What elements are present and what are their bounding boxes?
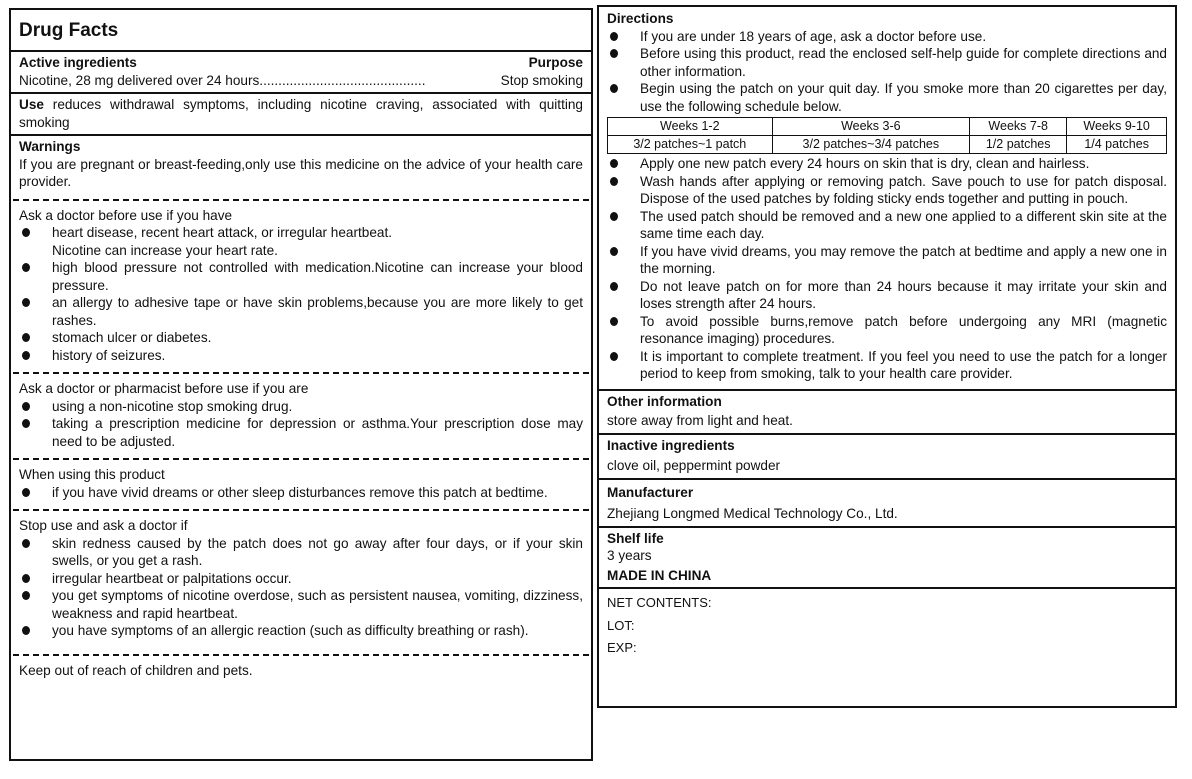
other-information-heading: Other information	[607, 393, 722, 409]
bullet-icon	[610, 84, 618, 93]
list-item	[19, 622, 583, 640]
list-item	[19, 484, 583, 502]
bullet-icon	[22, 626, 30, 635]
bullet-icon	[610, 32, 618, 41]
list-item-text: taking a prescription medicine for depression or asthma.Your prescription dose may need to be adjusted.	[52, 416, 583, 449]
bullet-icon	[22, 539, 30, 548]
ask-pharmacist-heading: Ask a doctor or pharmacist before use if you are	[19, 381, 309, 396]
drug-facts-right-panel	[597, 5, 1177, 708]
list-item	[19, 329, 583, 347]
manufacturer-section	[599, 480, 1175, 528]
ask-doctor-heading: Ask a doctor before use if you have	[19, 207, 233, 223]
schedule-header-cell: Weeks 9-10	[1067, 118, 1167, 136]
bullet-icon	[22, 574, 30, 583]
active-ingredient: Nicotine, 28 mg delivered over 24 hours	[19, 72, 260, 88]
list-item	[607, 348, 1167, 383]
dashed-divider	[13, 199, 589, 201]
bullet-icon	[22, 298, 30, 307]
bullet-icon	[22, 419, 30, 428]
schedule-value-cell: 1/2 patches	[970, 136, 1067, 154]
keep-out-text: Keep out of reach of children and pets.	[19, 662, 253, 678]
list-item	[19, 294, 583, 329]
bullet-icon	[22, 591, 30, 600]
bullet-icon	[22, 228, 30, 237]
list-item-text: history of seizures.	[52, 347, 166, 363]
warnings-section	[11, 136, 591, 688]
dashed-divider	[13, 509, 589, 511]
dashed-divider	[13, 458, 589, 460]
list-item-text: heart disease, recent heart attack, or irregular heartbeat. Nicotine can increase your heart rate.	[52, 225, 393, 258]
when-using-heading: When using this product	[19, 467, 165, 482]
list-item-text: high blood pressure not controlled with medication.Nicotine can increase your blood pressure.	[52, 260, 583, 293]
list-item-text: an allergy to adhesive tape or have skin problems,because you are more likely to get rashes.	[52, 295, 583, 328]
manufacturer-heading: Manufacturer	[607, 484, 694, 500]
schedule-header-cell: Weeks 1-2	[608, 118, 773, 136]
schedule-value-cell: 3/2 patches~3/4 patches	[772, 136, 970, 154]
list-item-text: stomach ulcer or diabetes.	[52, 330, 212, 345]
list-item-text: Wash hands after applying or removing patch. Save pouch to use for patch disposal. Dispose of the used patches by folding sticky ends together and putting in pouch.	[640, 173, 1167, 206]
list-item	[19, 224, 583, 259]
bullet-icon	[610, 177, 618, 186]
list-item	[607, 243, 1167, 278]
manufacturer-text: Zhejiang Longmed Medical Technology Co., Ltd.	[607, 506, 898, 521]
inactive-ingredients-heading: Inactive ingredients	[607, 437, 735, 453]
list-item	[607, 173, 1167, 208]
list-item-text: Apply one new patch every 24 hours on skin that is dry, clean and hairless.	[640, 156, 1090, 171]
schedule-header-row	[608, 118, 1167, 136]
list-item	[607, 28, 1167, 46]
list-item-text: If you are under 18 years of age, ask a doctor before use.	[640, 28, 987, 44]
bullet-icon	[22, 402, 30, 411]
list-item	[607, 45, 1167, 80]
list-item	[607, 155, 1167, 173]
list-item	[19, 570, 583, 588]
ask-doctor-list	[19, 224, 583, 364]
dot-leader: ............................................	[259, 72, 426, 88]
list-item-text: skin redness caused by the patch does not go away after four days, or if your skin swells, or you get a rash.	[52, 535, 583, 568]
ask-pharmacist-list	[19, 398, 583, 451]
list-item	[607, 80, 1167, 115]
list-item-text: It is important to complete treatment. If you feel you need to use the patch for a longer period to keep from smoking, talk to your health care provider.	[640, 348, 1167, 381]
bullet-icon	[610, 247, 618, 256]
package-info-section	[599, 589, 1175, 665]
bullet-icon	[610, 212, 618, 221]
list-item-text: Begin using the patch on your quit day. If you smoke more than 20 cigarettes per day, use the following schedule below.	[640, 81, 1167, 114]
active-ingredients-section	[11, 52, 591, 94]
stop-use-heading: Stop use and ask a doctor if	[19, 518, 188, 533]
list-item	[19, 347, 583, 365]
active-ingredients-heading: Active ingredients	[19, 55, 137, 70]
list-item-text: you have symptoms of an allergic reaction (such as difficulty breathing or rash).	[52, 623, 529, 638]
bullet-icon	[610, 159, 618, 168]
bullet-icon	[22, 333, 30, 342]
directions-section	[599, 7, 1175, 391]
directions-heading: Directions	[607, 11, 674, 26]
other-information-section	[599, 391, 1175, 435]
shelf-life-section	[599, 528, 1175, 590]
list-item-text: The used patch should be removed and a new one applied to a different skin site at the same time each day.	[640, 208, 1167, 241]
net-contents-label: NET CONTENTS:	[607, 595, 712, 610]
shelf-life-text: 3 years	[607, 548, 652, 563]
schedule-value-cell: 1/4 patches	[1067, 136, 1167, 154]
drug-facts-left-panel	[9, 8, 593, 761]
bullet-icon	[22, 488, 30, 497]
inactive-ingredients-text: clove oil, peppermint powder	[607, 458, 781, 473]
stop-use-list	[19, 535, 583, 640]
list-item	[19, 398, 583, 416]
directions-list-after	[607, 155, 1167, 386]
schedule-value-row	[608, 136, 1167, 154]
inactive-ingredients-section	[599, 435, 1175, 480]
bullet-icon	[22, 263, 30, 272]
list-item-text: If you have vivid dreams, you may remove the patch at bedtime and apply a new one in the morning.	[640, 243, 1167, 276]
list-item	[607, 278, 1167, 313]
list-item	[607, 313, 1167, 348]
bullet-icon	[610, 49, 618, 58]
warnings-heading: Warnings	[19, 139, 81, 154]
list-item-text: To avoid possible burns,remove patch before undergoing any MRI (magnetic resonance imaging) procedures.	[640, 313, 1167, 346]
use-section	[11, 94, 591, 136]
list-item-text: Before using this product, read the enclosed self-help guide for complete directions and other information.	[640, 46, 1167, 79]
dashed-divider	[13, 372, 589, 374]
list-item	[19, 259, 583, 294]
list-item-text: if you have vivid dreams or other sleep disturbances remove this patch at bedtime.	[52, 484, 548, 500]
use-text: reduces withdrawal symptoms, including nicotine craving, associated with quitting smoking	[19, 97, 583, 130]
title-section	[11, 10, 591, 52]
schedule-header-cell: Weeks 3-6	[772, 118, 970, 136]
when-using-list	[19, 484, 583, 502]
dosage-schedule-table	[607, 117, 1167, 154]
purpose-value: Stop smoking	[500, 72, 583, 88]
bullet-icon	[610, 317, 618, 326]
shelf-life-heading: Shelf life	[607, 530, 664, 546]
directions-list-before	[607, 28, 1167, 116]
dashed-divider	[13, 654, 589, 656]
list-item-text: Do not leave patch on for more than 24 hours because it may irritate your skin and loses strength after 24 hours.	[640, 278, 1167, 311]
drug-facts-title: Drug Facts	[19, 20, 119, 41]
list-item	[607, 208, 1167, 243]
list-item	[19, 535, 583, 570]
origin-text: MADE IN CHINA	[607, 567, 712, 583]
bullet-icon	[610, 352, 618, 361]
use-heading: Use	[19, 97, 44, 112]
schedule-value-cell: 3/2 patches~1 patch	[608, 136, 773, 154]
schedule-header-cell: Weeks 7-8	[970, 118, 1067, 136]
list-item-text: irregular heartbeat or palpitations occur.	[52, 570, 292, 586]
exp-label: EXP:	[607, 640, 637, 655]
list-item-text: using a non-nicotine stop smoking drug.	[52, 398, 293, 414]
list-item	[19, 415, 583, 450]
lot-label: LOT:	[607, 617, 635, 633]
bullet-icon	[610, 282, 618, 291]
purpose-heading: Purpose	[528, 55, 583, 70]
list-item	[19, 587, 583, 622]
other-information-text: store away from light and heat.	[607, 413, 793, 428]
warnings-intro: If you are pregnant or breast-feeding,only use this medicine on the advice of your health care provider.	[19, 156, 583, 189]
bullet-icon	[22, 351, 30, 360]
list-item-text: you get symptoms of nicotine overdose, such as persistent nausea, vomiting, dizziness, weakness and rapid heartbeat.	[52, 588, 583, 621]
